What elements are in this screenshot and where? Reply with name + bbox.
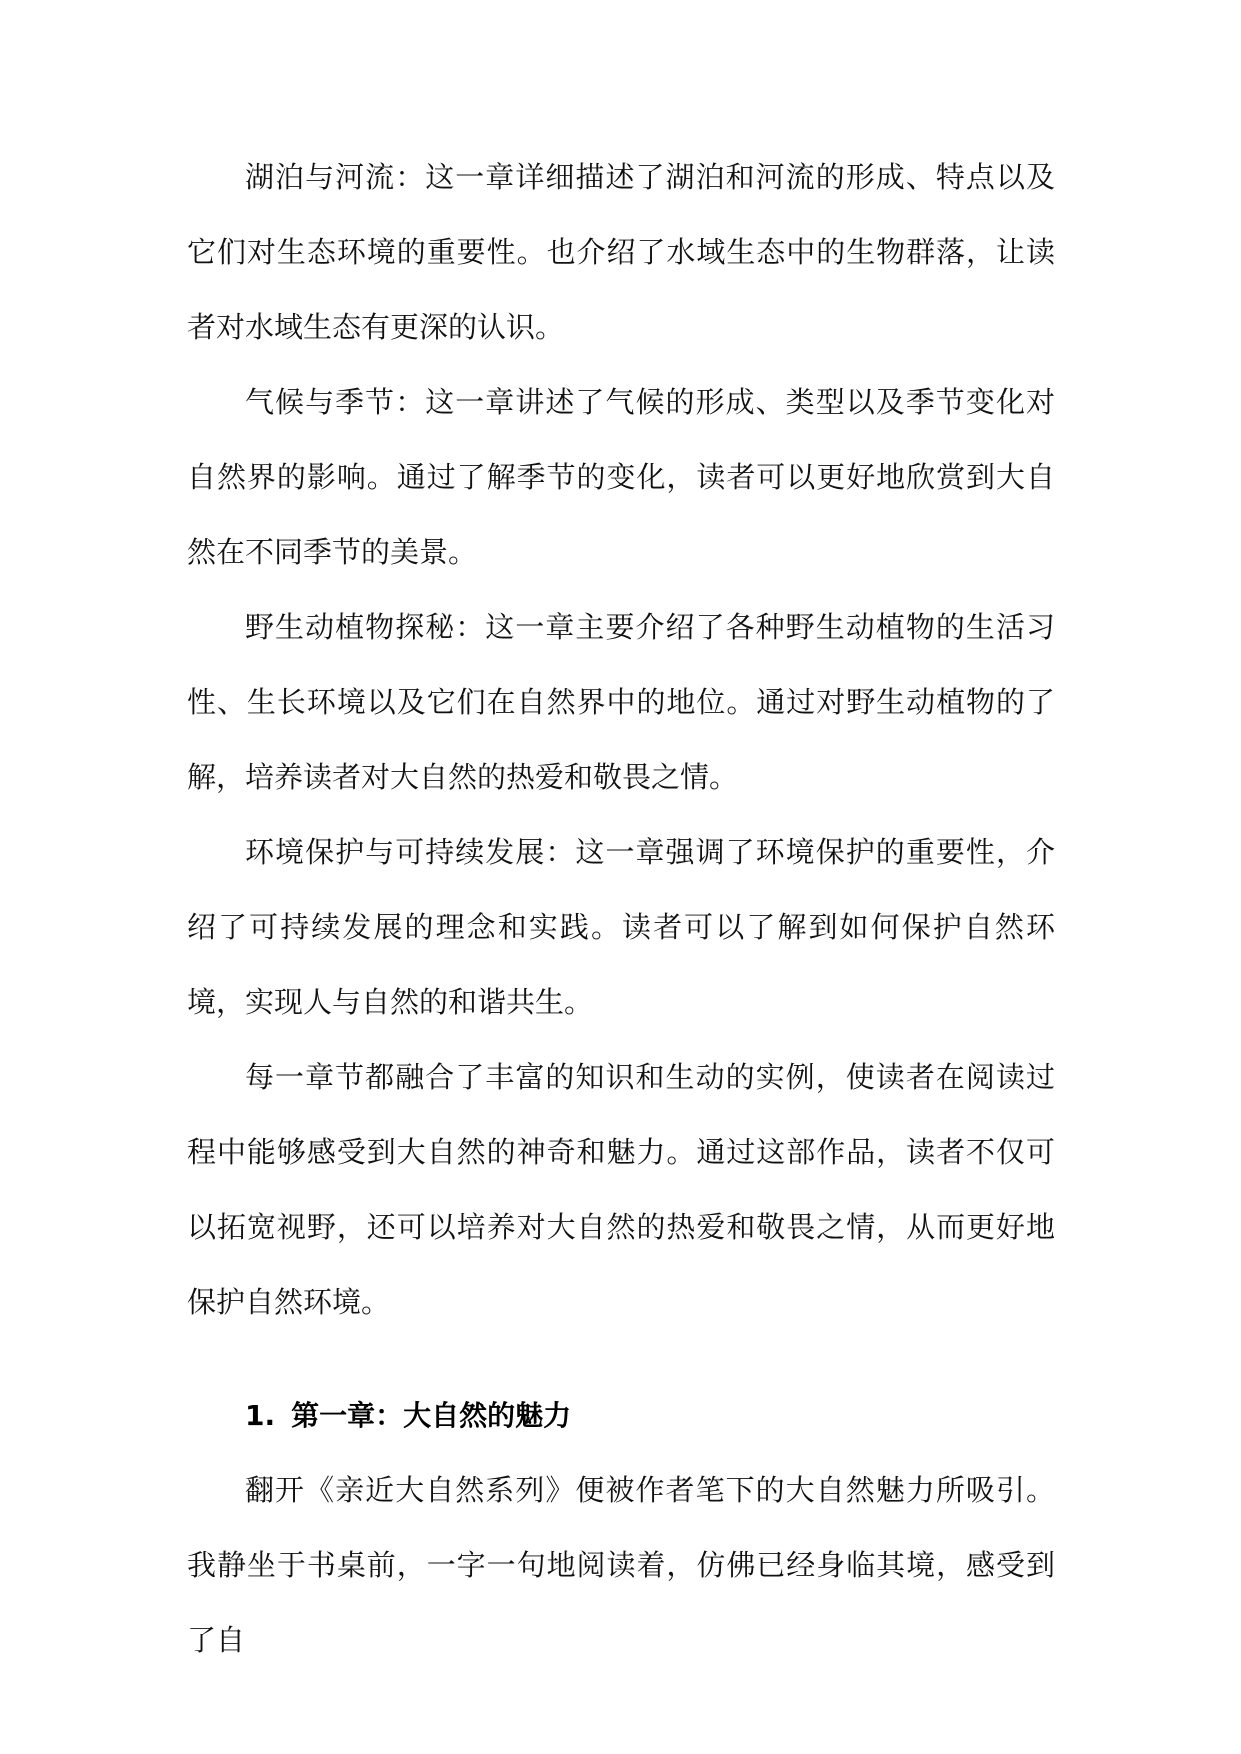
page-content [187, 140, 1055, 1678]
paragraph-summary: 每一章节都融合了丰富的知识和生动的实例，使读者在阅读过程中能够感受到大自然的神奇和魅力。通过这部作品，读者不仅可以拓宽视野，还可以培养对大自然的热爱和敬畏之情，从而更好地保护自然环境。 [187, 1060, 1055, 1319]
section-number: 1. [245, 1399, 276, 1432]
paragraph-lakes-rivers: 湖泊与河流：这一章详细描述了湖泊和河流的形成、特点以及它们对生态环境的重要性。也介绍了水域生态中的生物群落，让读者对水域生态有更深的认识。 [187, 160, 1055, 344]
section-heading [187, 1378, 1055, 1453]
paragraph-environmental-protection: 环境保护与可持续发展：这一章强调了环境保护的重要性，介绍了可持续发展的理念和实践。读者可以了解到如何保护自然环境，实现人与自然的和谐共生。 [187, 835, 1055, 1019]
paragraph-chapter-one-intro: 翻开《亲近大自然系列》便被作者笔下的大自然魅力所吸引。我静坐于书桌前，一字一句地阅读着，仿佛已经身临其境，感受到了自 [187, 1473, 1055, 1657]
paragraph-climate-seasons: 气候与季节：这一章讲述了气候的形成、类型以及季节变化对自然界的影响。通过了解季节的变化，读者可以更好地欣赏到大自然在不同季节的美景。 [187, 385, 1055, 569]
section-title: 第一章：大自然的魅力 [291, 1399, 572, 1432]
paragraph-wildlife: 野生动植物探秘：这一章主要介绍了各种野生动植物的生活习性、生长环境以及它们在自然界中的地位。通过对野生动植物的了解，培养读者对大自然的热爱和敬畏之情。 [187, 610, 1055, 794]
